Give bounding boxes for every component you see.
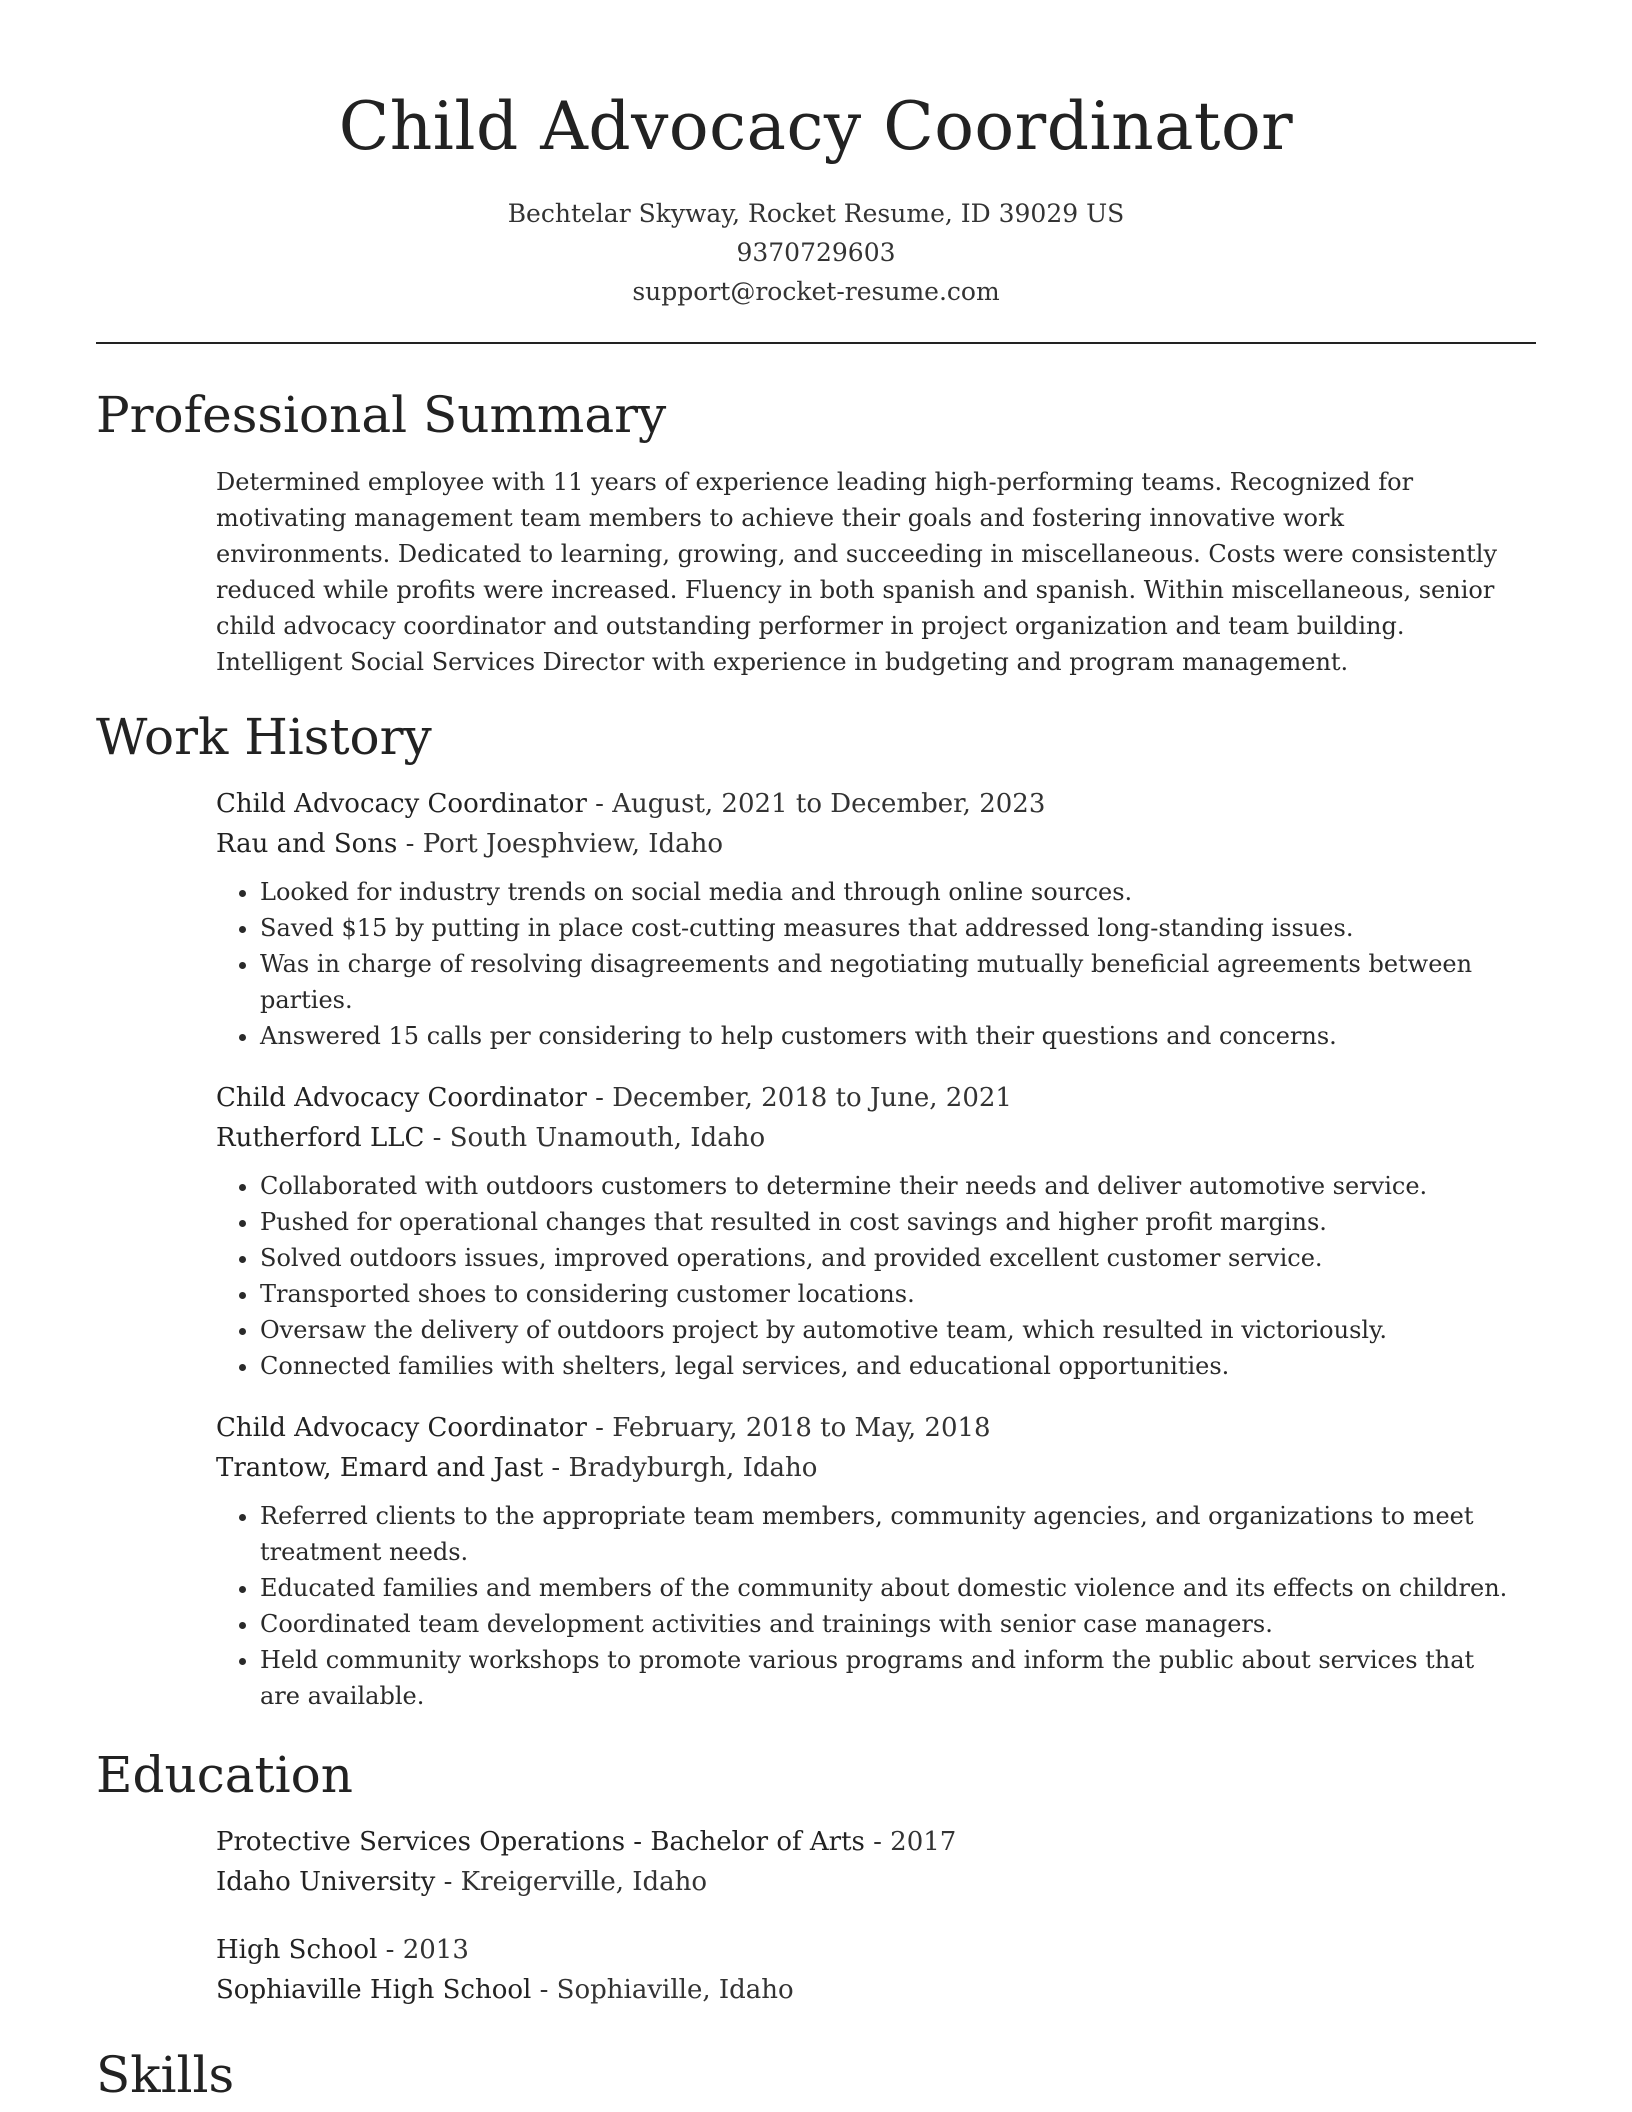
job-role: Child Advocacy Coordinator xyxy=(216,789,587,819)
education-entry xyxy=(216,1930,1516,2010)
job-bullet: • Looked for industry trends on social media and through online sources. xyxy=(260,874,1516,910)
job-bullet: • Educated families and members of the community about domestic violence and its effects on children. xyxy=(260,1570,1516,1606)
job-location: - Bradyburgh, Idaho xyxy=(543,1453,818,1483)
job-bullets xyxy=(216,1498,1516,1714)
contact-info xyxy=(0,194,1632,311)
job-entry xyxy=(216,784,1516,1054)
job-company-line xyxy=(216,1118,1516,1158)
job-bullet: • Coordinated team development activities and trainings with senior case managers. xyxy=(260,1606,1516,1642)
header-divider xyxy=(96,342,1536,344)
education-location: - Sophiaville, Idaho xyxy=(531,1975,794,2005)
job-bullet: • Answered 15 calls per considering to help customers with their questions and concerns. xyxy=(260,1018,1516,1054)
job-entry xyxy=(216,1408,1516,1714)
job-bullet: • Was in charge of resolving disagreements and negotiating mutually beneficial agreements between parties. xyxy=(260,946,1516,1018)
job-dates: - August, 2021 to December, 2023 xyxy=(586,789,1046,819)
summary-section xyxy=(96,378,1536,680)
job-title-line xyxy=(216,784,1516,824)
job-bullet: • Held community workshops to promote various programs and inform the public about services that are available. xyxy=(260,1642,1516,1714)
education-school-line xyxy=(216,1970,1516,2010)
contact-address: Bechtelar Skyway, Rocket Resume, ID 39029 US xyxy=(507,199,1125,228)
resume-content xyxy=(96,378,1536,2112)
job-bullet: • Pushed for operational changes that resulted in cost savings and higher profit margins. xyxy=(260,1204,1516,1240)
work-history-section xyxy=(96,700,1536,1714)
education-entry xyxy=(216,1822,1516,1902)
job-dates: - December, 2018 to June, 2021 xyxy=(586,1083,1012,1113)
skills-title: Skills xyxy=(96,2046,235,2104)
job-title-line xyxy=(216,1078,1516,1118)
education-year: - 2013 xyxy=(377,1935,469,1965)
job-company-line xyxy=(216,1448,1516,1488)
job-title-line xyxy=(216,1408,1516,1448)
candidate-name: Child Advocacy Coordinator xyxy=(338,88,1294,165)
job-role: Child Advocacy Coordinator xyxy=(216,1083,587,1113)
job-company: Rau and Sons xyxy=(216,829,398,859)
job-bullet: • Solved outdoors issues, improved operations, and provided excellent customer service. xyxy=(260,1240,1516,1276)
job-location: - South Unamouth, Idaho xyxy=(424,1123,766,1153)
resume-header xyxy=(0,0,1632,311)
job-company: Rutherford LLC xyxy=(216,1123,425,1153)
education-school: Idaho University xyxy=(216,1867,436,1897)
summary-title: Professional Summary xyxy=(96,386,667,444)
education-year: - 2017 xyxy=(864,1827,957,1857)
job-bullet: • Saved $15 by putting in place cost-cutting measures that addressed long-standing issues. xyxy=(260,910,1516,946)
education-degree-line xyxy=(216,1930,1516,1970)
job-location: - Port Joesphview, Idaho xyxy=(397,829,724,859)
contact-phone: 9370729603 xyxy=(736,238,896,267)
education-degree-line xyxy=(216,1822,1516,1862)
job-entry xyxy=(216,1078,1516,1384)
job-company: Trantow, Emard and Jast xyxy=(216,1453,544,1483)
job-bullet: • Connected families with shelters, legal services, and educational opportunities. xyxy=(260,1348,1516,1384)
job-bullet: • Transported shoes to considering customer locations. xyxy=(260,1276,1516,1312)
education-title: Education xyxy=(96,1746,353,1804)
education-school-line xyxy=(216,1862,1516,1902)
education-school: Sophiaville High School xyxy=(216,1975,532,2005)
job-bullet: • Oversaw the delivery of outdoors project by automotive team, which resulted in victoriously. xyxy=(260,1312,1516,1348)
education-location: - Kreigerville, Idaho xyxy=(435,1867,708,1897)
job-bullets xyxy=(216,874,1516,1054)
job-bullet: • Collaborated with outdoors customers to determine their needs and deliver automotive service. xyxy=(260,1168,1516,1204)
skills-section xyxy=(96,2038,1536,2112)
education-body xyxy=(216,1822,1516,2010)
job-dates: - February, 2018 to May, 2018 xyxy=(586,1413,991,1443)
work-history-title: Work History xyxy=(96,708,432,766)
work-history-body xyxy=(216,784,1516,1714)
education-degree: Protective Services Operations - Bachelor of Arts xyxy=(216,1827,865,1857)
education-section xyxy=(96,1738,1536,2010)
job-bullet: • Referred clients to the appropriate team members, community agencies, and organizations to meet treatment needs. xyxy=(260,1498,1516,1570)
education-degree: High School xyxy=(216,1935,378,1965)
job-company-line xyxy=(216,824,1516,864)
summary-text: Determined employee with 11 years of experience leading high-performing teams. Recognized for motivating management team members to achieve their goals and fostering innovative work environments. Dedicated to learning, growing, and succeeding in miscellaneous. Costs were consistently reduced while profits were increased. Fluency in both spanish and spanish. Within miscellaneous, senior child advocacy coordinator and outstanding performer in project organization and team building. Intelligent Social Services Director with experience in budgeting and program management. xyxy=(216,468,1498,676)
contact-email: support@rocket-resume.com xyxy=(632,277,1000,306)
job-role: Child Advocacy Coordinator xyxy=(216,1413,587,1443)
job-bullets xyxy=(216,1168,1516,1384)
